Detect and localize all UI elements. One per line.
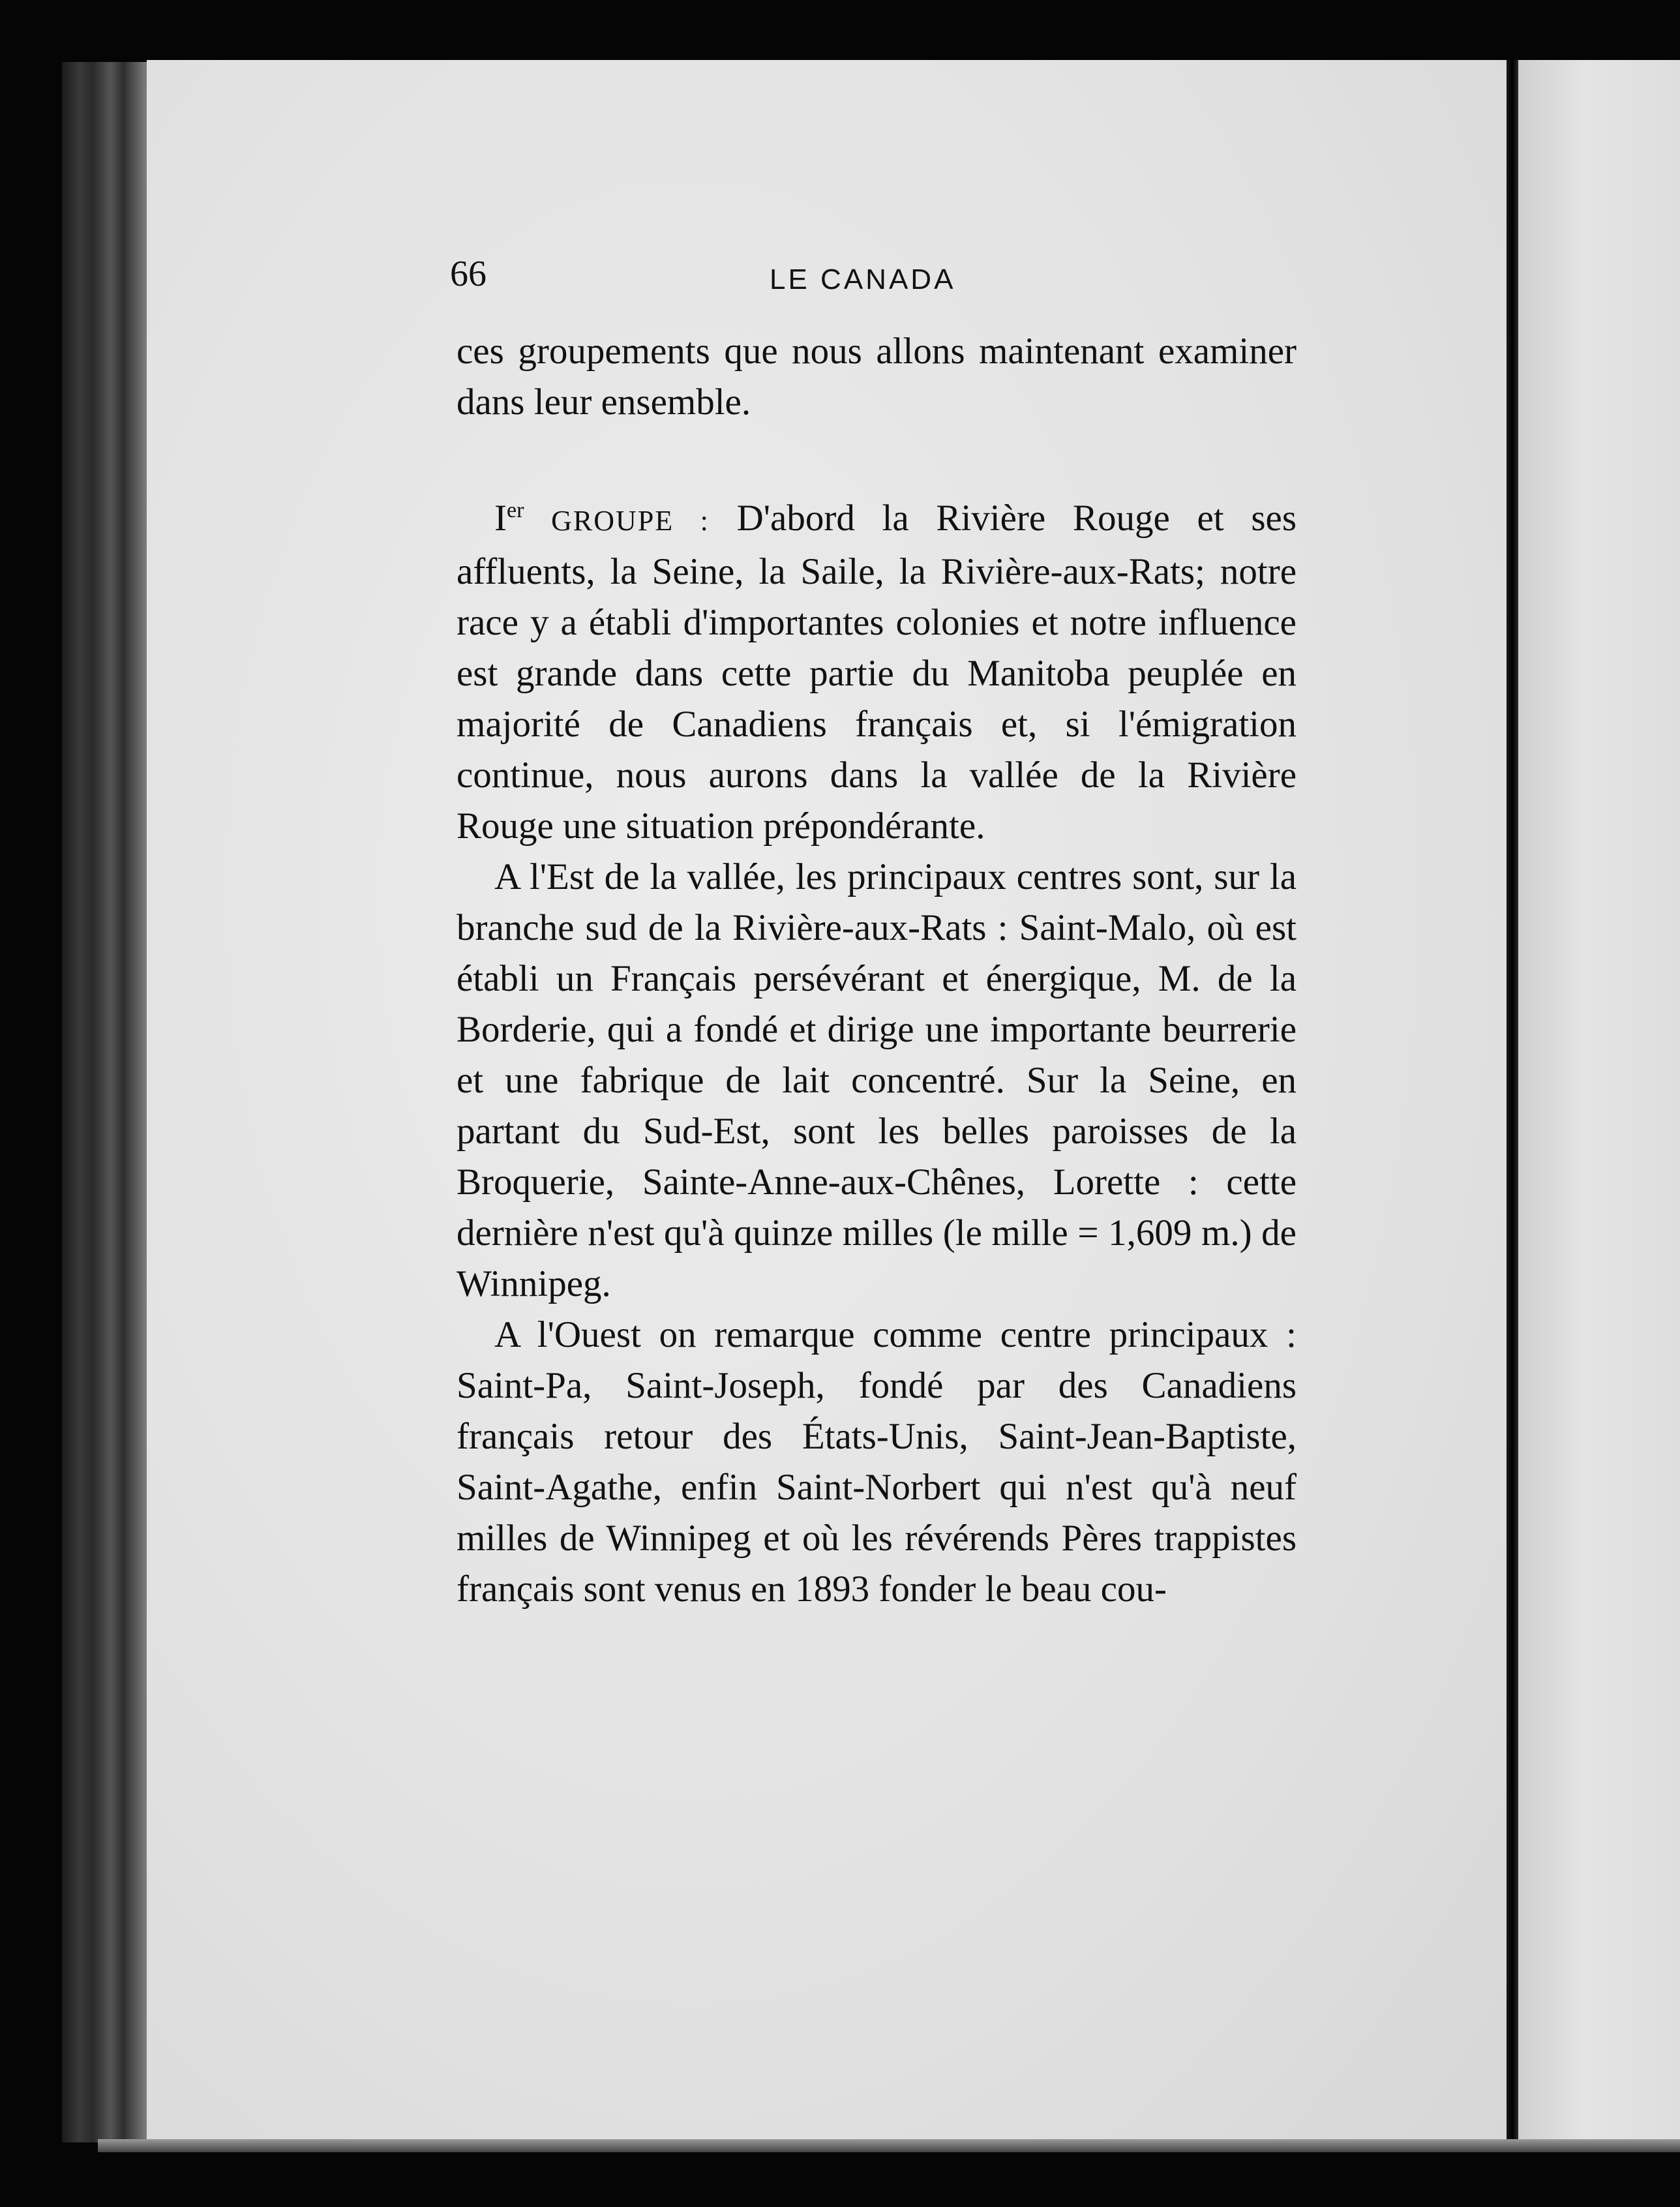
running-title: LE CANADA — [770, 263, 956, 295]
group-ordinal: I — [494, 498, 507, 539]
paragraph-3: A l'Est de la vallée, les principaux centres sont, sur la branche sud de la Rivière-aux-Rats : Saint-Malo, où est établi un Français persévérant et énergique, M. de la Borderie, qui a fondé et dirige une importante beurrerie et une fabrique de lait concentré. Sur la Seine, en partant du Sud-Est, sont les belles paroisses de la Broquerie, Sainte-Anne-aux-Chênes, Lorette : cette dernière n'est qu'à quinze milles (le mille = 1,609 m.) de Winnipeg. — [457, 856, 1297, 1304]
book-spine-edge — [62, 62, 150, 2142]
page-number: 66 — [450, 254, 487, 294]
group-ordinal-superscript: er — [506, 498, 524, 522]
page-gutter — [1507, 60, 1518, 2144]
group-label: GROUPE : — [551, 505, 710, 537]
body-text — [457, 326, 1297, 1615]
paragraph-1: ces groupements que nous allons maintenant examiner dans leur ensemble. — [457, 331, 1297, 423]
paragraph-2 — [457, 493, 1297, 852]
facing-page-edge — [1518, 60, 1680, 2144]
running-header — [450, 254, 1298, 307]
paragraph-2-text: D'abord la Rivière Rouge et ses affluents, la Seine, la Saile, la Rivière-aux-Rats; notre race y a établi d'importantes colonies et notre influence est grande dans cette partie du Manitoba peuplée en majorité de Canadiens français et, si l'émigration continue, nous aurons dans la vallée de la Rivière Rouge une situation prépondérante. — [457, 498, 1297, 847]
page-bottom-edge — [98, 2139, 1680, 2152]
paragraph-4: A l'Ouest on remarque comme centre principaux : Saint-Pa, Saint-Joseph, fondé par des Canadiens français retour des États-Unis, Saint-Jean-Baptiste, Saint-Agathe, enfin Saint-Norbert qui n'est qu'à neuf milles de Winnipeg et où les révérends Pères trappistes français sont venus en 1893 fonder le beau cou- — [457, 1314, 1297, 1610]
